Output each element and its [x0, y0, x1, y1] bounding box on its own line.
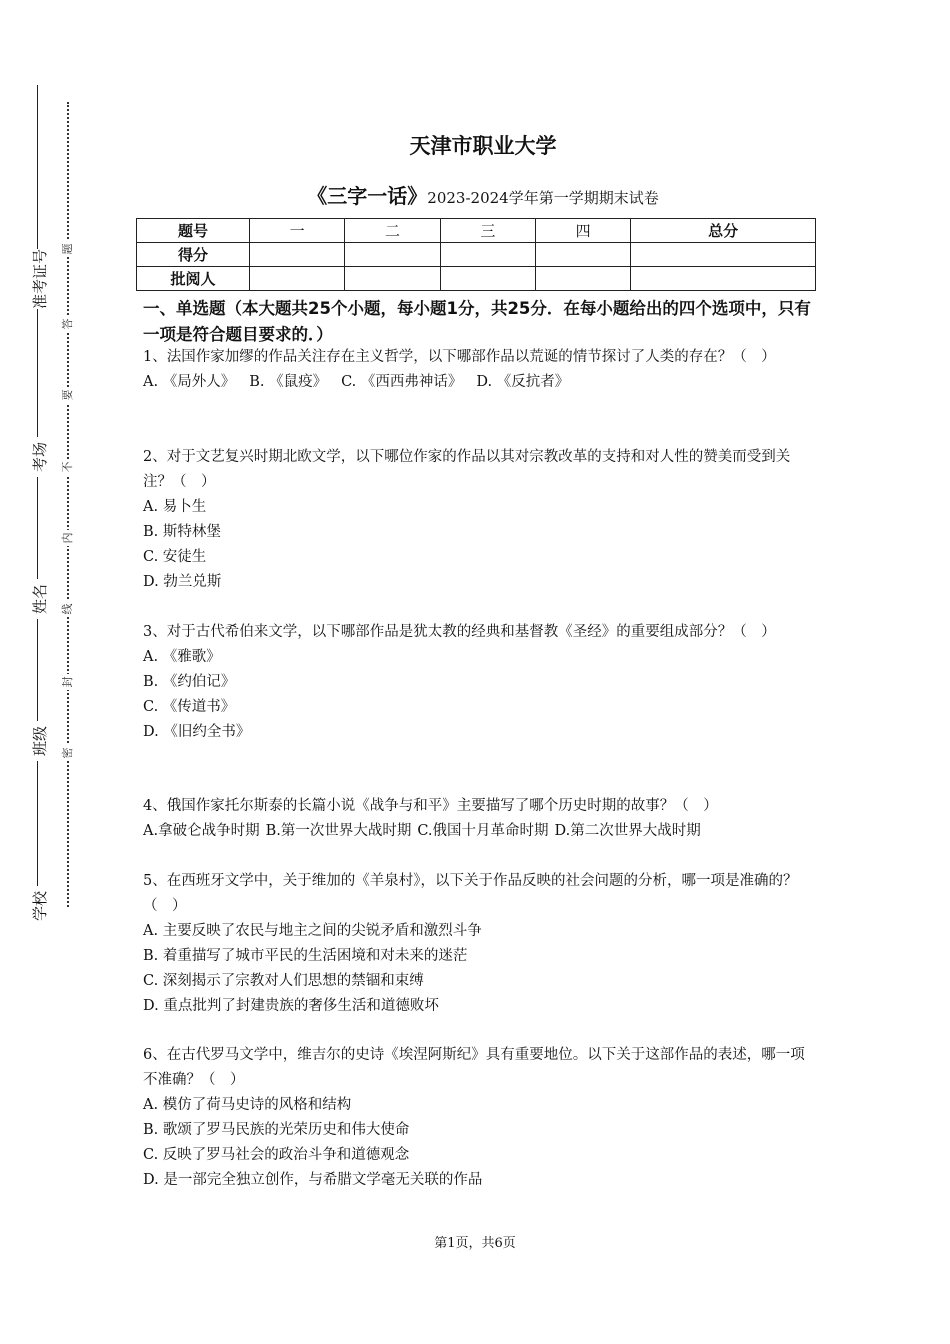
question-stem: 1、法国作家加缪的作品关注存在主义哲学，以下哪部作品以荒诞的情节探讨了人类的存在？（ ） — [143, 349, 776, 365]
seal-char: 不 — [61, 459, 75, 475]
score-table — [136, 218, 816, 291]
question — [143, 869, 819, 1019]
score-header-cell: 题号 — [137, 219, 250, 243]
option[interactable]: D. 重点批判了封建贵族的奢侈生活和道德败坏 — [143, 998, 439, 1014]
question — [143, 620, 819, 745]
page-footer: 第1页，共6页 — [434, 1236, 516, 1251]
question — [143, 794, 819, 844]
question-stem: 3、对于古代希伯来文学，以下哪部作品是犹太教的经典和基督教《圣经》的重要组成部分？（ ） — [143, 624, 776, 640]
seal-char: 要 — [61, 387, 75, 403]
options-inline — [143, 370, 819, 395]
option[interactable]: C. 安徒生 — [143, 549, 207, 565]
option[interactable]: A. 《局外人》 — [143, 374, 236, 390]
reviewer-cell[interactable] — [631, 267, 816, 291]
option[interactable]: B. 着重描写了城市平民的生活困境和对未来的迷茫 — [143, 948, 468, 964]
field-school: 学校 — [29, 886, 51, 926]
exam-term: 2023-2024学年第一学期期末试卷 — [427, 189, 659, 207]
option[interactable]: A. 模仿了荷马史诗的风格和结构 — [143, 1097, 352, 1113]
reviewer-row — [137, 267, 816, 291]
field-class: 班级 — [29, 721, 51, 761]
question — [143, 1043, 819, 1193]
reviewer-cell[interactable] — [535, 267, 630, 291]
option[interactable]: C. 《传道书》 — [143, 699, 236, 715]
option[interactable]: A.拿破仑战争时期 — [143, 823, 260, 839]
option[interactable]: A. 主要反映了农民与地主之间的尖锐矛盾和激烈斗争 — [143, 923, 482, 939]
section-title: 一、单选题（本大题共25个小题，每小题1分，共25分．在每小题给出的四个选项中，只有一项是符合题目要求的．） — [143, 299, 811, 344]
score-cell[interactable] — [631, 243, 816, 267]
reviewer-cell[interactable] — [345, 267, 440, 291]
binding-margin — [0, 0, 90, 1344]
score-cell[interactable] — [535, 243, 630, 267]
score-header-cell: 三 — [440, 219, 535, 243]
score-header-cell: 一 — [250, 219, 345, 243]
score-header-cell: 四 — [535, 219, 630, 243]
score-cell[interactable] — [250, 243, 345, 267]
option[interactable]: C.俄国十月革命时期 — [417, 823, 549, 839]
reviewer-row-label: 批阅人 — [137, 267, 250, 291]
option[interactable]: A. 易卜生 — [143, 499, 207, 515]
score-table-header-row — [137, 219, 816, 243]
seal-char: 内 — [61, 530, 75, 546]
score-header-cell: 总分 — [631, 219, 816, 243]
school-name: 天津市职业大学 — [409, 134, 557, 158]
option[interactable]: A. 《雅歌》 — [143, 649, 221, 665]
question-stem: 6、在古代罗马文学中，维吉尔的史诗《埃涅阿斯纪》具有重要地位。以下关于这部作品的表述，哪一项不准确？（ ） — [143, 1047, 805, 1088]
option[interactable]: B. 《鼠疫》 — [249, 374, 328, 390]
option[interactable]: C. 《西西弗神话》 — [341, 374, 463, 390]
score-header-cell: 二 — [345, 219, 440, 243]
binding-solid-line — [37, 85, 38, 925]
field-exam-room: 考场 — [29, 437, 51, 477]
option[interactable]: C. 反映了罗马社会的政治斗争和道德观念 — [143, 1147, 410, 1163]
option[interactable]: C. 深刻揭示了宗教对人们思想的禁锢和束缚 — [143, 973, 424, 989]
seal-char: 线 — [61, 601, 75, 617]
option[interactable]: D. 是一部完全独立创作，与希腊文学毫无关联的作品 — [143, 1172, 483, 1188]
options-inline — [143, 819, 819, 844]
reviewer-cell[interactable] — [440, 267, 535, 291]
question-stem: 4、俄国作家托尔斯泰的长篇小说《战争与和平》主要描写了哪个历史时期的故事？（ ） — [143, 798, 718, 814]
field-name: 姓名 — [29, 579, 51, 619]
option[interactable]: B. 斯特林堡 — [143, 524, 221, 540]
score-row — [137, 243, 816, 267]
question-stem: 2、对于文艺复兴时期北欧文学，以下哪位作家的作品以其对宗教改革的支持和对人性的赞美而受到关注？（ ） — [143, 449, 791, 490]
option[interactable]: B.第一次世界大战时期 — [265, 823, 412, 839]
question — [143, 445, 819, 595]
seal-char: 密 — [61, 745, 75, 761]
question-stem: 5、在西班牙文学中，关于维加的《羊泉村》，以下关于作品反映的社会问题的分析，哪一项是准确的？（ ） — [143, 873, 798, 914]
score-cell[interactable] — [345, 243, 440, 267]
binding-dotted-line — [67, 102, 69, 907]
question — [143, 345, 819, 395]
reviewer-cell[interactable] — [250, 267, 345, 291]
seal-char: 题 — [61, 241, 75, 257]
option[interactable]: D. 勃兰兑斯 — [143, 574, 222, 590]
score-cell[interactable] — [440, 243, 535, 267]
seal-char: 答 — [61, 316, 75, 332]
option[interactable]: D. 《旧约全书》 — [143, 724, 251, 740]
score-row-label: 得分 — [137, 243, 250, 267]
seal-char: 封 — [61, 674, 75, 690]
option[interactable]: B. 歌颂了罗马民族的光荣历史和伟大使命 — [143, 1122, 410, 1138]
option[interactable]: B. 《约伯记》 — [143, 674, 236, 690]
field-exam-number: 准考证号 — [31, 248, 49, 309]
course-name: 《三字一话》 — [307, 184, 428, 208]
option[interactable]: D.第二次世界大战时期 — [554, 823, 701, 839]
option[interactable]: D. 《反抗者》 — [476, 374, 570, 390]
exam-title — [143, 180, 823, 209]
